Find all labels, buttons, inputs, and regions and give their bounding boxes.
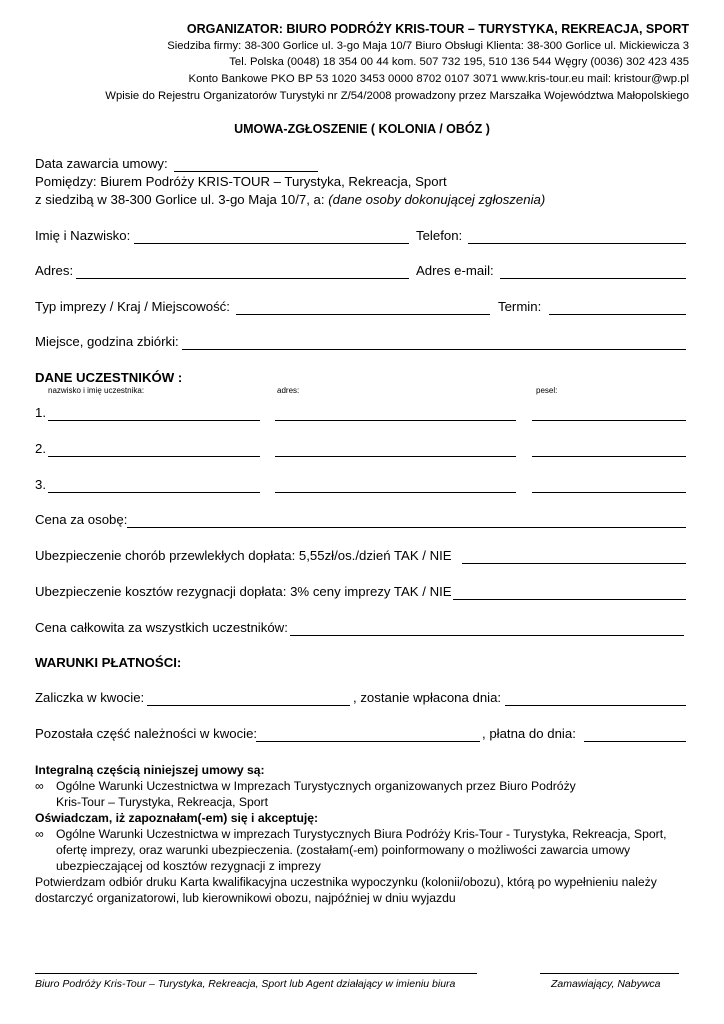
address-field[interactable] — [76, 278, 409, 279]
participant-row-number: 3. — [35, 477, 46, 492]
customer-signature-caption: Zamawiający, Nabywca — [551, 978, 661, 990]
declare-heading: Oświadczam, iż zapoznałam(-em) się i akceptuję: — [35, 811, 319, 825]
customer-signature-line[interactable] — [540, 973, 679, 974]
term-label: Termin: — [498, 299, 542, 314]
infinity-bullet-icon: ∞ — [35, 779, 44, 793]
participant-1-name-field[interactable] — [48, 420, 260, 421]
phone-label: Telefon: — [416, 228, 463, 243]
declare-item-line: ubezpieczającej od kosztów rezygnacji z imprezy — [56, 859, 321, 873]
remainder-date-label: , płatna do dnia: — [482, 726, 576, 741]
cancel-insurance-field[interactable] — [453, 599, 686, 600]
header-bank-line: Konto Bankowe PKO BP 53 1020 3453 0000 8702 0107 3071 www.kris-tour.eu mail: kristour@wp.pl — [188, 73, 689, 85]
remainder-date-field[interactable] — [584, 741, 686, 742]
address-label: Adres: — [35, 263, 74, 278]
participants-heading: DANE UCZESTNIKÓW : — [35, 370, 183, 385]
between-text: Pomiędzy: Biurem Podróży KRIS-TOUR – Turystyka, Rekreacja, Sport — [35, 174, 447, 189]
contract-date-label: Data zawarcia umowy: — [35, 156, 168, 171]
seat-text — [35, 192, 545, 207]
header-phone-line: Tel. Polska (0048) 18 354 00 44 kom. 507 732 195, 510 136 544 Węgry (0036) 302 423 435 — [229, 56, 689, 68]
trip-type-field[interactable] — [236, 314, 490, 315]
document-title: UMOWA-ZGŁOSZENIE ( KOLONIA / OBÓZ ) — [234, 122, 490, 136]
organizer-signature-line[interactable] — [35, 973, 477, 974]
confirm-text: Potwierdzam odbiór druku Karta kwalifikacyjna uczestnika wypoczynku (kolonii/obozu), którą po wypełnieniu należy — [35, 875, 657, 889]
seat-note: (dane osoby dokonującej zgłoszenia) — [328, 192, 546, 207]
illness-insurance-field[interactable] — [462, 563, 686, 564]
participant-row-number: 2. — [35, 441, 46, 456]
participant-3-address-field[interactable] — [275, 492, 516, 493]
participant-row-number: 1. — [35, 405, 46, 420]
organizer-signature-caption: Biuro Podróży Kris-Tour – Turystyka, Rekreacja, Sport lub Agent działający w imieniu biura — [35, 978, 456, 990]
col-name-label: nazwisko i imię uczestnika: — [48, 386, 145, 395]
seat-main: z siedzibą w 38-300 Gorlice ul. 3-go Maja 10/7, a: — [35, 192, 325, 207]
illness-insurance-label: Ubezpieczenie chorób przewlekłych dopłata: 5,55zł/os./dzień TAK / NIE — [35, 548, 452, 563]
name-field[interactable] — [134, 243, 409, 244]
deposit-amount-field[interactable] — [147, 705, 350, 706]
participant-1-pesel-field[interactable] — [532, 420, 686, 421]
term-field[interactable] — [549, 314, 686, 315]
participant-2-address-field[interactable] — [275, 456, 516, 457]
participant-1-address-field[interactable] — [275, 420, 516, 421]
email-label: Adres e-mail: — [416, 263, 494, 278]
participant-3-pesel-field[interactable] — [532, 492, 686, 493]
deposit-label: Zaliczka w kwocie: — [35, 690, 145, 705]
deposit-date-label: , zostanie wpłacona dnia: — [353, 690, 502, 705]
confirm-text: dostarczyć organizatorowi, lub kierownikowi obozu, najpóźniej w dniu wyjazdu — [35, 891, 456, 905]
trip-type-label: Typ imprezy / Kraj / Miejscowość: — [35, 299, 230, 314]
declare-item-line: ofertę imprezy, oraz warunki ubezpieczenia. (zostałam(-em) poinformowany o możliwości zawarcia umowy — [56, 843, 631, 857]
name-label: Imię i Nazwisko: — [35, 228, 131, 243]
infinity-bullet-icon: ∞ — [35, 827, 44, 841]
total-price-field[interactable] — [290, 635, 684, 636]
price-per-person-field[interactable] — [127, 527, 686, 528]
price-per-person-label: Cena za osobę: — [35, 512, 128, 527]
header-address-line: Siedziba firmy: 38-300 Gorlice ul. 3-go Maja 10/7 Biuro Obsługi Klienta: 38-300 Gorlice ul. Mickiewicza 3 — [167, 40, 689, 52]
deposit-date-field[interactable] — [505, 705, 686, 706]
integral-item-line: Kris-Tour – Turystyka, Rekreacja, Sport — [56, 795, 268, 809]
remainder-label: Pozostała część należności w kwocie: — [35, 726, 258, 741]
total-price-label: Cena całkowita za wszystkich uczestników: — [35, 620, 288, 635]
integral-heading: Integralną częścią niniejszej umowy są: — [35, 763, 265, 777]
meeting-field[interactable] — [182, 349, 686, 350]
declare-item-line: Ogólne Warunki Uczestnictwa w imprezach Turystycznych Biura Podróży Kris-Tour - Turystyka, Rekreacja, Sport, — [56, 827, 667, 841]
participant-3-name-field[interactable] — [48, 492, 260, 493]
participant-2-name-field[interactable] — [48, 456, 260, 457]
contract-date-field[interactable] — [174, 171, 318, 172]
email-field[interactable] — [500, 278, 686, 279]
phone-field[interactable] — [468, 243, 686, 244]
participant-2-pesel-field[interactable] — [532, 456, 686, 457]
cancel-insurance-label: Ubezpieczenie kosztów rezygnacji dopłata: 3% ceny imprezy TAK / NIE — [35, 584, 452, 599]
header-register-line: Wpisie do Rejestru Organizatorów Turystyki nr Z/54/2008 prowadzony przez Marszałka Województwa Małopolskiego — [105, 90, 689, 102]
col-address-label: adres: — [277, 386, 300, 395]
integral-item-line: Ogólne Warunki Uczestnictwa w Imprezach Turystycznych organizowanych przez Biuro Podróży — [56, 779, 576, 793]
organizer-title: ORGANIZATOR: BIURO PODRÓŻY KRIS-TOUR – TURYSTYKA, REKREACJA, SPORT — [186, 22, 689, 36]
remainder-amount-field[interactable] — [256, 741, 480, 742]
col-pesel-label: pesel: — [536, 386, 558, 395]
payment-heading: WARUNKI PŁATNOŚCI: — [35, 655, 182, 670]
meeting-label: Miejsce, godzina zbiórki: — [35, 334, 179, 349]
